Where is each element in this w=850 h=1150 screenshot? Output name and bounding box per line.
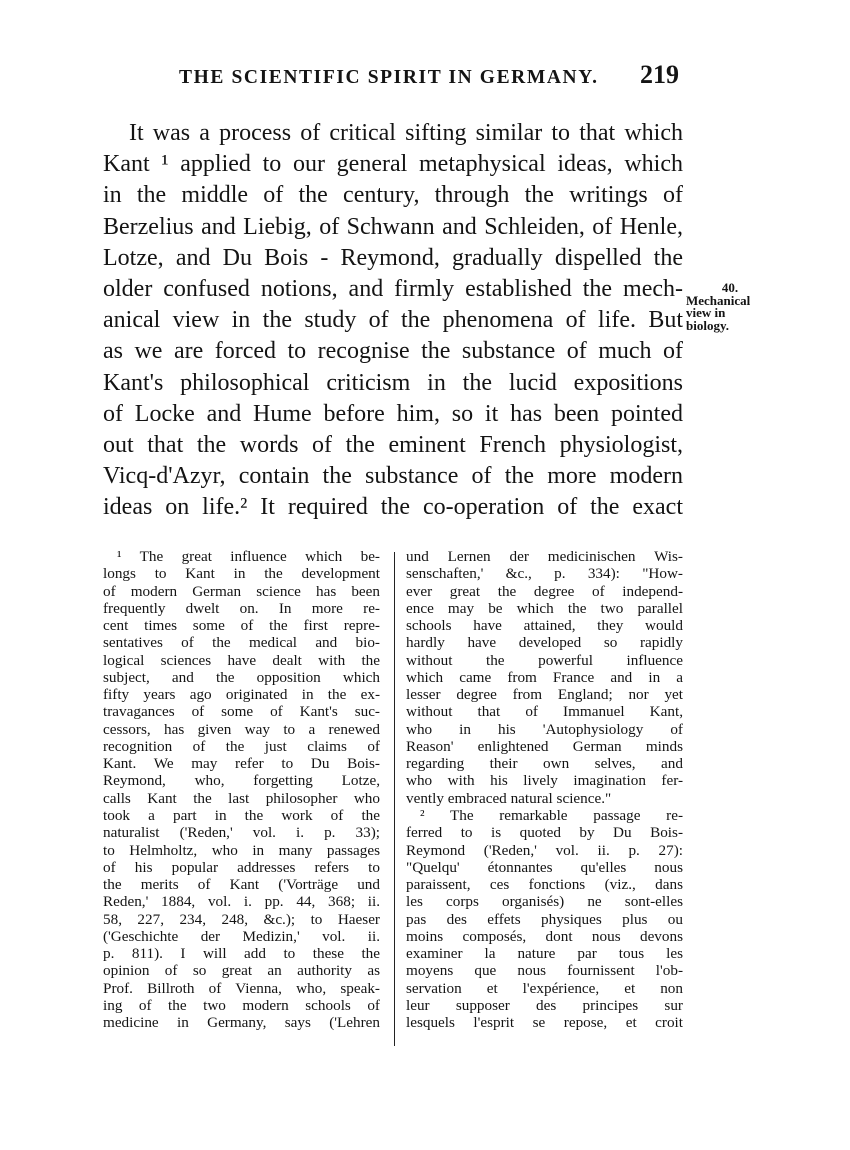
footnote-line: p. 811). I will add to these the [103,945,380,963]
footnote-line: les corps organisés) ne sont-elles [406,893,683,911]
footnote-line: of his popular addresses refers to [103,858,380,876]
footnote-line: Reymond ('Reden,' vol. ii. p. 27): [406,841,683,859]
body-text [103,118,683,523]
footnote-line: leur supposer des principes sur [406,996,683,1014]
marginal-note-number: 40. [721,280,739,295]
footnote-line: cessors, has given way to a renewed [103,720,380,738]
footnote-line: servation et l'expérience, et non [406,979,683,997]
footnote-line: moyens que nous fournissent l'ob- [406,962,683,980]
footnote-line: "Quelqu' étonnantes qu'elles nous [406,858,683,876]
column-divider [394,552,395,1046]
footnote-line: travagances of some of Kant's suc- [103,703,380,721]
footnote-line: ever great the degree of independ- [406,582,683,600]
footnote-line: und Lernen der medicinischen Wis- [406,548,683,565]
footnote-line: ferred to is quoted by Du Bois- [406,824,683,842]
footnote-line: opinion of so great an authority as [103,962,380,980]
footnote-line: without the powerful influence [406,651,683,669]
footnote-line: fifty years ago originated in the ex- [103,686,380,704]
footnote-line: medicine in Germany, says ('Lehren [103,1014,380,1032]
footnote-line: took a part in the work of the [103,806,380,824]
footnote-line: calls Kant the last philosopher who [103,789,380,807]
footnote-line: pas des effets physiques plus ou [406,910,683,928]
footnote-line: ing of the two modern schools of [103,996,380,1014]
body-line: It was a process of critical sifting similar to that which [129,120,683,146]
footnote-line: 58, 227, 234, 248, &c.); to Haeser [103,910,380,928]
footnote-line: recognition of the just claims of [103,737,380,755]
footnote-line: Reason' enlightened German minds [406,737,683,755]
footnote-line: sentatives of the medical and bio- [103,634,380,652]
body-line: anical view in the study of the phenomena of life. But [103,307,683,334]
footnote-line: Kant. We may refer to Du Bois- [103,755,380,773]
body-line: of Locke and Hume before him, so it has been pointed [103,400,683,427]
footnote-line: senschaften,' &c., p. 334): "How- [406,565,683,583]
footnote-line: without that of Immanuel Kant, [406,703,683,721]
footnote-line: moins composés, dont nous devons [406,927,683,945]
footnote-line: paraissent, ces fonctions (viz., dans [406,876,683,894]
body-line: ideas on life.² It required the co-operation of the exact [103,494,683,521]
footnote-line: Prof. Billroth of Vienna, who, speak- [103,979,380,997]
footnote-line: Reden,' 1884, vol. i. pp. 44, 368; ii. [103,893,380,911]
body-line: Kant ¹ applied to our general metaphysical ideas, which [103,151,683,178]
body-line: in the middle of the century, through the writings of [103,182,683,209]
footnote-line: naturalist ('Reden,' vol. i. p. 33); [103,824,380,842]
running-header [103,60,683,100]
footnote-line: Reymond, who, forgetting Lotze, [103,772,380,790]
footnote-line: ² The remarkable passage re- [420,806,683,824]
footnote-line: who in his 'Autophysiology of [406,720,683,738]
body-line: out that the words of the eminent French physiologist, [103,431,683,458]
footnote-line: of modern German science has been [103,582,380,600]
footnote-line: the merits of Kant ('Vorträge und [103,876,380,894]
footnote-line: who with his lively imagination fer- [406,772,683,790]
body-line: as we are forced to recognise the substance of much of [103,338,683,365]
body-line: Berzelius and Liebig, of Schwann and Schleiden, of Henle, [103,213,683,240]
marginal-note-line: view in [686,305,726,320]
body-line: Kant's philosophical criticism in the lucid expositions [103,369,683,396]
footnote-column-right [406,548,683,1031]
footnote-line: subject, and the opposition which [103,668,380,686]
footnote-line: to Helmholtz, who in many passages [103,841,380,859]
body-line: older confused notions, and firmly established the mech- [103,275,683,302]
footnote-line: vently embraced natural science." [406,789,612,807]
footnote-column-left [103,548,380,1031]
footnote-line: lesser degree from England; nor yet [406,686,683,704]
footnotes [103,548,683,1048]
footnote-line: which came from France and in a [406,668,683,686]
footnote-line: regarding their own selves, and [406,755,683,773]
page-number: 219 [640,60,679,89]
body-line: Lotze, and Du Bois - Reymond, gradually dispelled the [103,244,683,271]
footnote-line: longs to Kant in the development [103,565,380,583]
marginal-note-line: biology. [686,317,729,333]
footnote-line: ence may be which the two parallel [406,599,683,617]
running-title: THE SCIENTIFIC SPIRIT IN GERMANY. [179,67,599,88]
marginal-note-line: Mechanical [686,292,751,308]
footnote-line: lesquels l'esprit se repose, et croit [406,1014,683,1032]
footnote-line: schools have attained, they would [406,617,683,635]
footnote-line: examiner la nature par tous les [406,945,683,963]
marginal-note [686,282,774,332]
footnote-line: ¹ The great influence which be- [117,548,380,565]
footnote-line: cent times some of the first repre- [103,617,380,635]
body-line: Vicq-d'Azyr, contain the substance of the more modern [103,463,683,490]
footnote-line: logical sciences have dealt with the [103,651,380,669]
footnote-line: hardly have developed so rapidly [406,634,683,652]
footnote-line: ('Geschichte der Medizin,' vol. ii. [103,927,380,945]
footnote-line: frequently dwelt on. In more re- [103,599,380,617]
